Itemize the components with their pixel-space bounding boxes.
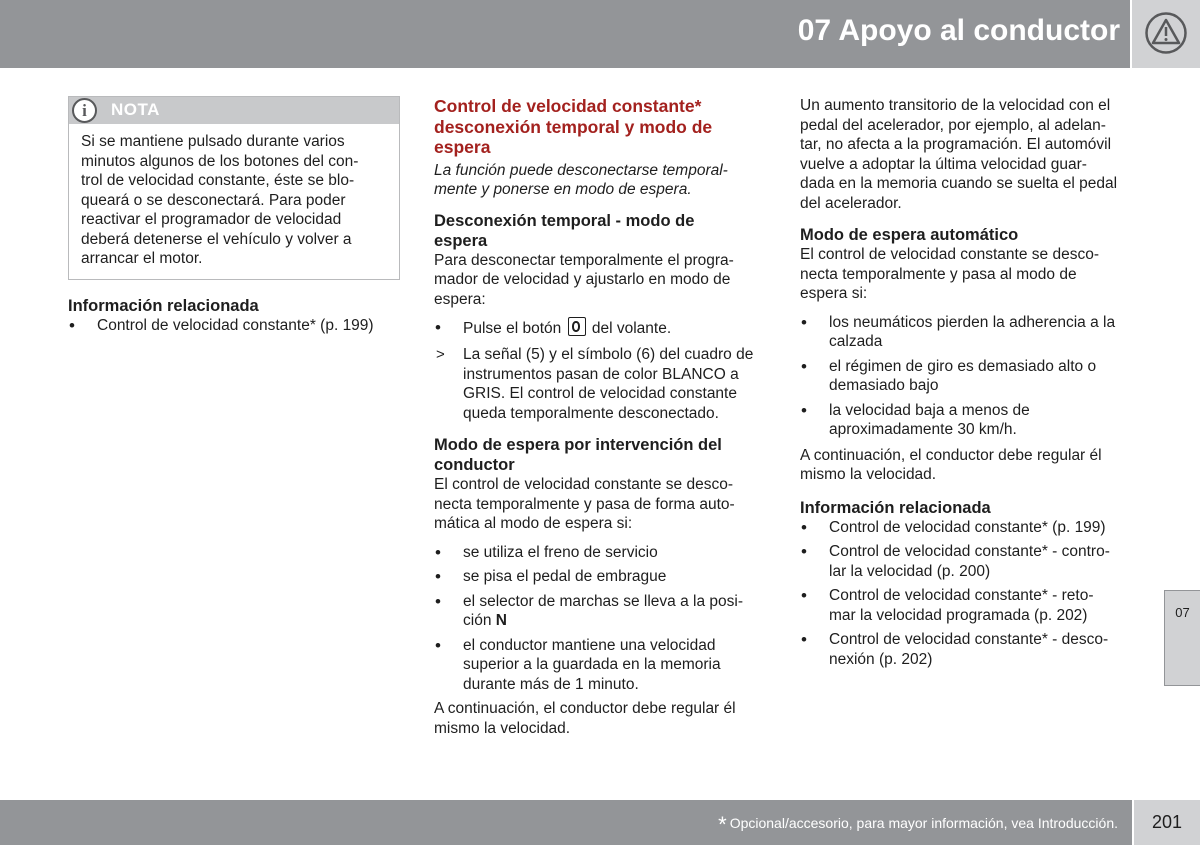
text-line: El control de velocidad constante se desco- <box>434 476 733 493</box>
header-icon-box <box>1132 0 1200 68</box>
related-link[interactable]: • Control de velocidad constante* (p. 199) <box>68 316 400 336</box>
text-line: tar, no afecta a la programación. El automóvil <box>800 136 1112 153</box>
item-line: calzada <box>829 333 883 350</box>
text-line: del acelerador. <box>800 194 902 212</box>
intro-line: La función puede desconectarse temporal- <box>434 161 728 179</box>
text-line: necta temporalmente y pasa de forma auto- <box>434 495 735 513</box>
item-line: • el selector de marchas se lleva a la posi- <box>463 592 743 610</box>
section-intro <box>434 161 766 200</box>
related-info-list <box>68 316 400 336</box>
note-box <box>68 96 400 280</box>
chapter-title: 07 Apoyo al conductor <box>797 14 1120 47</box>
text-line: pedal del acelerador, por ejemplo, al adelan- <box>800 116 1106 134</box>
step-text-after: del volante. <box>591 320 672 337</box>
item-line <box>463 611 766 631</box>
subheading-line: conductor <box>434 456 515 474</box>
item-line: superior a la guardada en la memoria <box>463 656 721 673</box>
related-link[interactable] <box>800 542 1136 581</box>
auto-conditions-list <box>800 313 1136 440</box>
list-item <box>800 313 1136 352</box>
link-line: nexión (p. 202) <box>829 650 933 668</box>
item-line: aproximadamente 30 km/h. <box>829 421 1017 438</box>
item-line: • los neumáticos pierden la adherencia a la <box>829 313 1116 331</box>
footnote-text: Opcional/accesorio, para mayor información, vea Introducción. <box>729 815 1118 831</box>
result-line: GRIS. El control de velocidad constante <box>463 385 737 402</box>
section-title-line: espera <box>434 137 491 157</box>
info-icon: i <box>72 98 97 123</box>
item-line: • la velocidad baja a menos de <box>829 401 1030 419</box>
note-line: trol de velocidad constante, éste se blo- <box>81 172 355 189</box>
section-title <box>434 96 766 158</box>
result-list <box>434 345 766 423</box>
related-info-heading: Información relacionada <box>800 498 991 517</box>
chapter-side-tab[interactable] <box>1164 590 1200 686</box>
item-line: demasiado bajo <box>829 377 939 394</box>
subheading-temporal <box>434 211 766 251</box>
related-link[interactable]: • Control de velocidad constante* (p. 199) <box>800 518 1136 538</box>
related-info-list <box>800 518 1136 670</box>
list-item <box>434 636 766 695</box>
step-text-before: Pulse el botón <box>463 320 562 337</box>
subheading-auto-standby: Modo de espera automático <box>800 226 1019 244</box>
note-body <box>69 124 399 279</box>
text-line: Un aumento transitorio de la velocidad con el <box>800 97 1111 114</box>
text-line: dada en la memoria cuando se suelta el pedal <box>800 175 1118 192</box>
subheading-line: Desconexión temporal - modo de <box>434 211 695 230</box>
link-line: mar la velocidad programada (p. 202) <box>829 606 1088 624</box>
text-line: vuelve a adoptar la última velocidad guar- <box>800 155 1087 173</box>
list-item <box>800 357 1136 396</box>
step-list <box>434 317 766 340</box>
note-line: queará o se desconectará. Para poder <box>81 191 346 209</box>
page-header <box>0 0 1130 68</box>
link-line: lar la velocidad (p. 200) <box>829 562 991 580</box>
text-line: espera si: <box>800 285 868 302</box>
subheading-driver <box>434 435 766 475</box>
text-line: A continuación, el conductor debe regular él <box>800 446 1102 464</box>
column-middle <box>434 96 766 738</box>
note-line: deberá detenerse el vehículo y volver a <box>81 230 352 248</box>
temporal-text <box>434 251 766 310</box>
column-left <box>68 96 400 335</box>
text-line: necta temporalmente y pasa al modo de <box>800 265 1077 283</box>
list-item: • se utiliza el freno de servicio <box>434 543 766 563</box>
link-line: • Control de velocidad constante* - reto- <box>829 587 1094 604</box>
text-line: Para desconectar temporalmente el progra- <box>434 251 734 269</box>
text-line: mismo la velocidad. <box>800 466 937 483</box>
column-right <box>800 96 1136 669</box>
text-line: espera: <box>434 290 486 308</box>
page-number: 201 <box>1151 812 1183 832</box>
step-item <box>434 317 766 340</box>
list-item <box>800 401 1136 440</box>
result-line: > La señal (5) y el símbolo (6) del cuadro de <box>463 346 754 363</box>
item-line: durante más de 1 minuto. <box>463 675 639 693</box>
footnote <box>718 812 1118 838</box>
item-line: • el régimen de giro es demasiado alto o <box>829 357 1097 375</box>
related-info-heading: Información relacionada <box>68 296 259 315</box>
text-line: El control de velocidad constante se desco- <box>800 246 1099 263</box>
note-title: NOTA <box>111 100 160 119</box>
list-item <box>434 592 766 631</box>
result-item <box>434 345 766 423</box>
text-line: A continuación, el conductor debe regular él <box>434 700 736 717</box>
auto-standby-text <box>800 245 1136 304</box>
link-line: • Control de velocidad constante* - desco- <box>829 631 1109 648</box>
auto-outro <box>800 446 1136 485</box>
page-footer <box>0 800 1132 845</box>
chapter-tab-label: 07 <box>1175 605 1190 620</box>
note-header <box>69 97 399 124</box>
result-line: queda temporalmente desconectado. <box>463 404 719 422</box>
related-link[interactable] <box>800 586 1136 625</box>
related-link[interactable] <box>800 630 1136 669</box>
text-line: mismo la velocidad. <box>434 719 571 737</box>
note-line: arrancar el motor. <box>81 250 203 267</box>
section-title-line: Control de velocidad constante* <box>434 96 702 116</box>
cruise-standby-button-icon <box>568 317 586 336</box>
driver-text <box>434 475 766 534</box>
driver-outro <box>434 699 766 738</box>
footnote-star: * <box>718 812 727 837</box>
driver-conditions-list <box>434 543 766 695</box>
text-line: mador de velocidad y ajustarlo en modo de <box>434 271 731 288</box>
page-number-box <box>1134 800 1200 845</box>
result-line: instrumentos pasan de color BLANCO a <box>463 365 739 383</box>
section-title-line: desconexión temporal y modo de <box>434 116 713 137</box>
acceleration-text <box>800 96 1136 213</box>
note-line: minutos algunos de los botones del con- <box>81 152 359 170</box>
link-line: • Control de velocidad constante* - contro- <box>829 543 1110 560</box>
subheading-line: Modo de espera por intervención del <box>434 436 722 454</box>
note-line: Si se mantiene pulsado durante varios <box>81 133 345 150</box>
note-line: reactivar el programador de velocidad <box>81 211 342 228</box>
list-item: • se pisa el pedal de embrague <box>434 567 766 587</box>
text-line: mática al modo de espera si: <box>434 515 633 532</box>
subheading-line: espera <box>434 231 488 250</box>
gear-position-n: N <box>495 612 507 629</box>
item-line: • el conductor mantiene una velocidad <box>463 636 716 654</box>
item-text: ción <box>463 612 496 629</box>
warning-triangle-icon <box>1144 11 1188 55</box>
intro-line: mente y ponerse en modo de espera. <box>434 181 692 198</box>
